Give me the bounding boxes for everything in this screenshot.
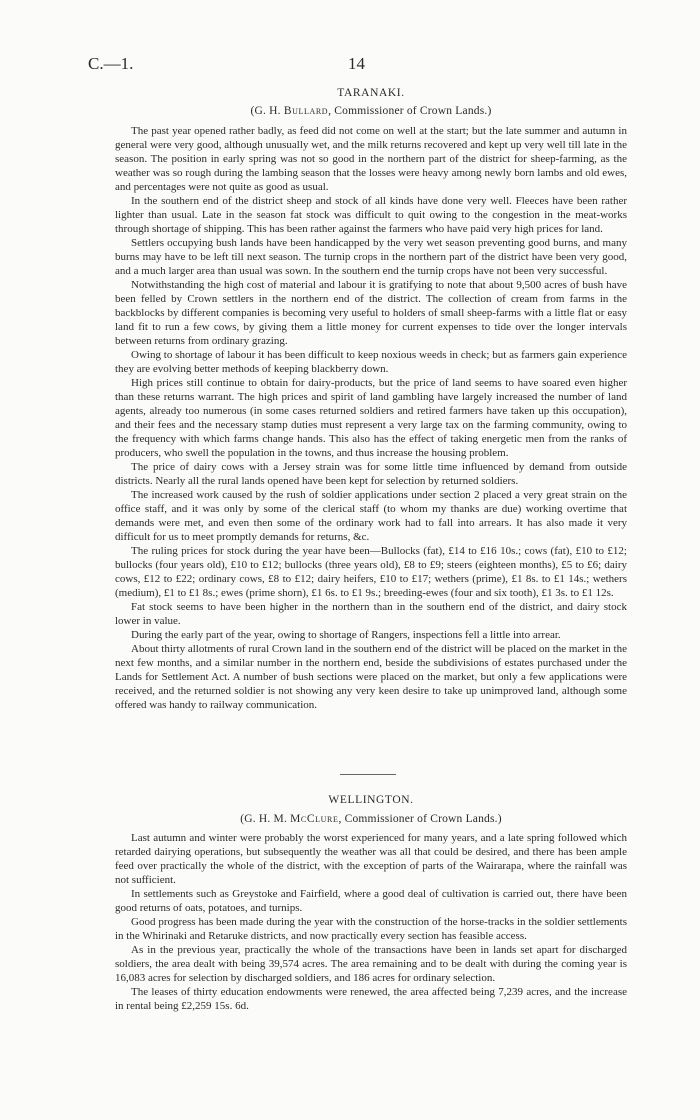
paragraph: The past year opened rather badly, as feed did not come on well at the start; but the late summer and autumn in general were very good, although unusually wet, and the milk returns recovered and kept up very well till late in the season. The position in early spring was not so good in the northern part of the district for sheep-farming, as the weather was so rough during the lambing season that the losses were heavy among newly born lambs and old ewes, and percentages were not quite as good as usual.	[115, 125, 627, 193]
section-body-taranaki	[115, 124, 627, 712]
paragraph: The leases of thirty education endowments were renewed, the area affected being 7,239 acres, and the increase in rental being £2,259 15s. 6d.	[115, 986, 627, 1012]
paragraph: The increased work caused by the rush of soldier applications under section 2 placed a very great strain on the office staff, and it was only by some of the clerical staff (to whom my thanks are due) working overtime that demands were met, and even then some of the ordinary work had to fall into arrears. It has also made it very difficult for us to meet promptly demands for returns, &c.	[115, 489, 627, 543]
paragraph: As in the previous year, practically the whole of the transactions have been in lands set apart for discharged soldiers, the area dealt with being 39,574 acres. The area remaining and to be dealt with during the coming year is 16,083 acres for selection by discharged soldiers, and 186 acres for ordinary selection.	[115, 944, 627, 984]
paragraph: About thirty allotments of rural Crown land in the southern end of the district will be placed on the market in the next few months, and a similar number in the northern end, beside the subdivisions of estates purchased under the Lands for Settlement Act. A number of bush sections were placed on the market, but only a few applications were received, and the returned soldier is not showing any very keen desire to take up unimproved land, although some offered was handy to railway communication.	[115, 643, 627, 711]
commissioner-name: Bullard	[283, 105, 329, 117]
paragraph: The ruling prices for stock during the year have been—Bullocks (fat), £14 to £16 10s.; cows (fat), £10 to £12; bullocks (four years old), £10 to £12; bullocks (three years old), £8 to £9; steers (eighteen months), £5 to £6; dairy cows, £12 to £22; ordinary cows, £8 to £12; dairy heifers, £10 to £17; wethers (prime), £1 8s. to £1 14s.; wethers (medium), £1 to £1 8s.; ewes (prime shorn), £1 6s. to £1 9s.; breeding-ewes (four and six tooth), £1 3s. to £1 12s.	[115, 545, 627, 599]
byline-suffix: , Commissioner of Crown Lands.)	[338, 813, 502, 825]
paragraph: In settlements such as Greystoke and Fairfield, where a good deal of cultivation is carried out, there have been good returns of oats, potatoes, and turnips.	[115, 888, 627, 914]
byline-prefix: (G. H. M.	[240, 813, 291, 825]
byline-suffix: , Commissioner of Crown Lands.)	[328, 105, 492, 117]
paragraph: High prices still continue to obtain for dairy-products, but the price of land seems to have soared even higher than these returns warrant. The high prices and spirit of land gambling have largely increased the number of land agents, already too numerous (in some cases returned soldiers and retired farmers have taken up this occupation), and their fees and the necessary stamp duties must represent a very large tax on the farming community, owing to the frequency with which farms change hands. This also has the effect of taking energetic men from the ranks of producers, who swell the population in the towns, and thus increase the housing problem.	[115, 377, 627, 459]
section-divider	[340, 774, 396, 775]
paragraph: Fat stock seems to have been higher in the northern than in the southern end of the district, and dairy stock lower in value.	[115, 601, 627, 627]
byline-prefix: (G. H.	[250, 105, 284, 117]
page-number: 14	[348, 54, 365, 73]
paragraph: Settlers occupying bush lands have been handicapped by the very wet season preventing good burns, and many burns may have to be left till next season. The turnip crops in the northern part of the district have been very good, and a much larger area than usual was sown. In the southern end the turnip crops have not been very successful.	[115, 237, 627, 277]
paragraph: The price of dairy cows with a Jersey strain was for some little time influenced by demand from outside districts. Nearly all the rural lands opened have been kept for selection by returned soldiers.	[115, 461, 627, 487]
paragraph: Owing to shortage of labour it has been difficult to keep noxious weeds in check; but as farmers gain experience they are evolving better methods of keeping blackberry down.	[115, 349, 627, 375]
section-byline-wellington	[115, 813, 627, 825]
paragraph: Last autumn and winter were probably the worst experienced for many years, and a late spring followed which retarded dairying operations, but subsequently the weather was all that could be desired, and there has been ample feed over practically the whole of the district, with the exception of parts of the Wairarapa, where the rainfall was not sufficient.	[115, 832, 627, 886]
commissioner-name: McClure	[290, 813, 339, 825]
section-heading-taranaki: TARANAKI.	[337, 87, 405, 99]
paragraph: In the southern end of the district sheep and stock of all kinds have done very well. Fleeces have been rather lighter than usual. Late in the season fat stock was difficult to quit owing to the congestion in the meat-works through shortage of shipping. This has been rather against the farmers who have paid very high prices for land.	[115, 195, 627, 235]
section-byline-taranaki	[115, 105, 627, 117]
paragraph: During the early part of the year, owing to shortage of Rangers, inspections fell a little into arrear.	[131, 629, 561, 641]
document-reference: C.—1.	[88, 54, 134, 73]
section-heading-wellington: WELLINGTON.	[328, 794, 414, 806]
paragraph: Notwithstanding the high cost of material and labour it is gratifying to note that about 9,500 acres of bush have been felled by Crown settlers in the northern end of the district. The collection of cream from farms in the backblocks by different companies is becoming very useful to holders of small sheep-farms with a little flat or easy land fit to run a few cows, by giving them a little money for current expenses to tide over the longer intervals between returns from ordinary grazing.	[115, 279, 627, 347]
section-body-wellington	[115, 831, 627, 1013]
paragraph: Good progress has been made during the year with the construction of the horse-tracks in the soldier settlements in the Whirinaki and Retaruke districts, and now practically every section has feasible access.	[115, 916, 627, 942]
